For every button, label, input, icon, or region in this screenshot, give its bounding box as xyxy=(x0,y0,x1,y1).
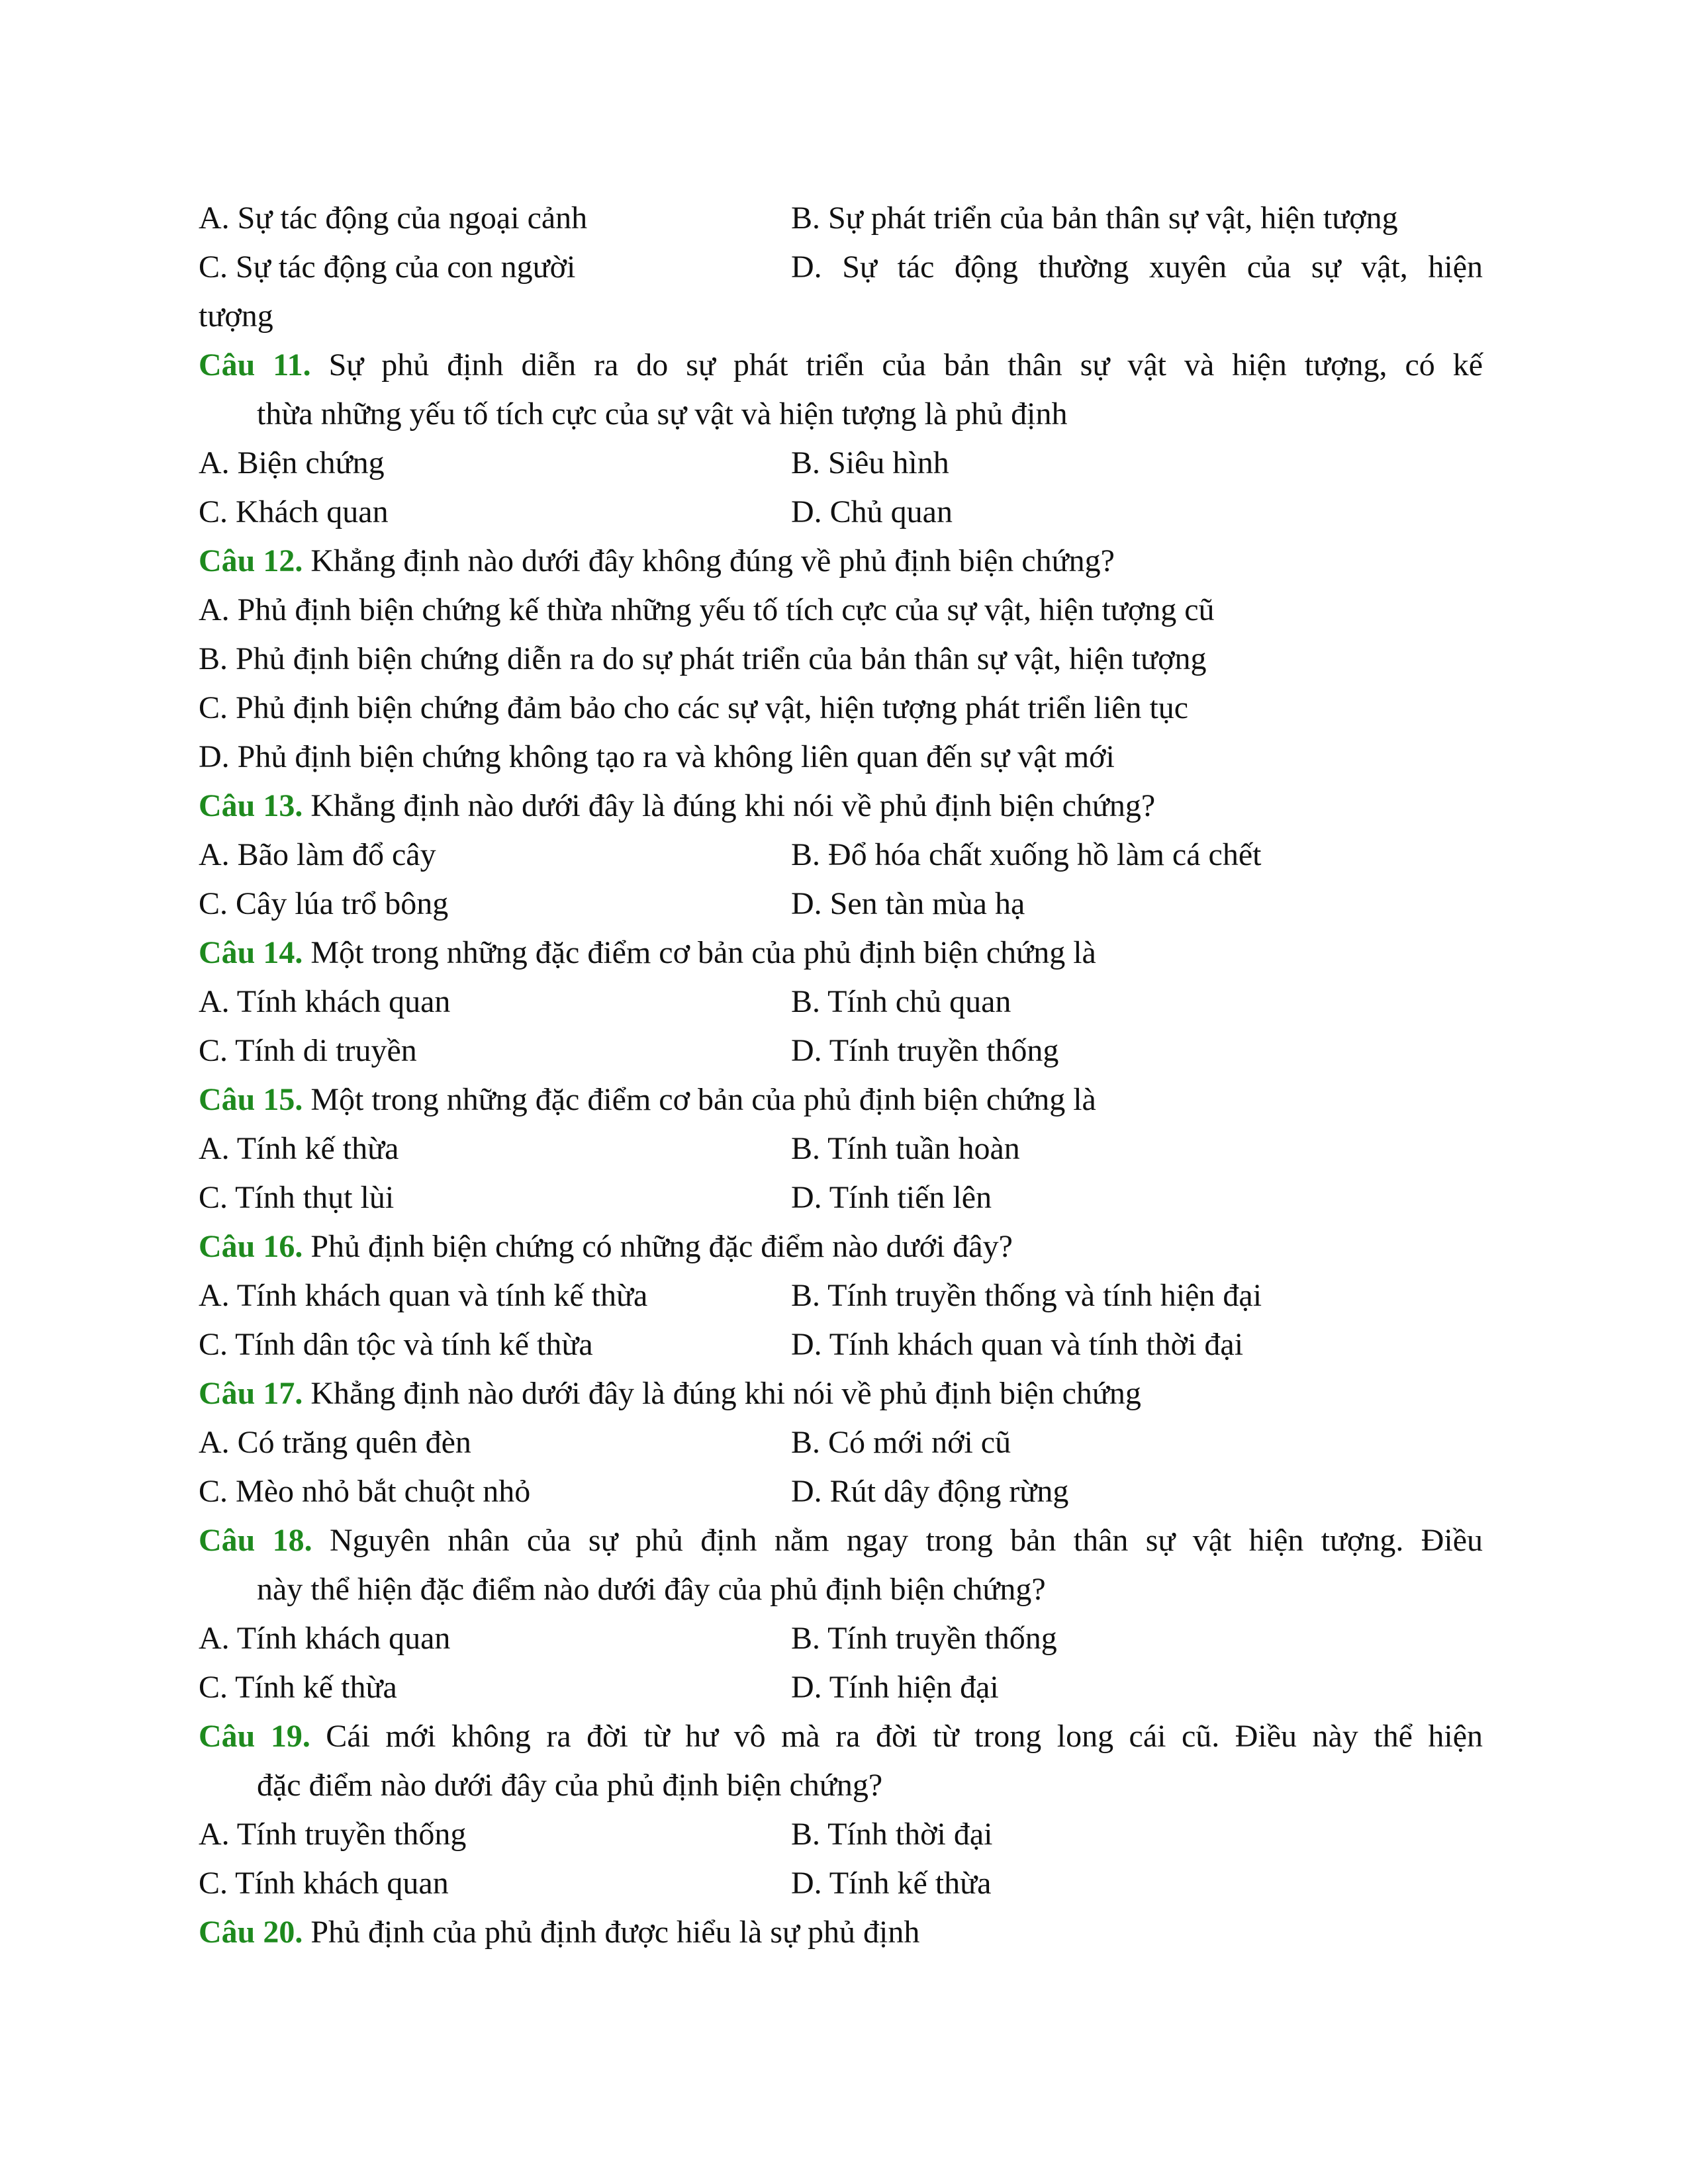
option-row xyxy=(199,1810,1483,1859)
q14-option-a: A. Tính khách quan xyxy=(199,984,451,1019)
option-row-continuation xyxy=(199,292,1483,341)
question-number: Câu 14. xyxy=(199,935,303,970)
option-row xyxy=(199,1320,1483,1369)
question-14 xyxy=(199,929,1483,978)
q12-option-c: C. Phủ định biện chứng đảm bảo cho các sự vật, hiện tượng phát triển liên tục xyxy=(199,690,1189,725)
question-11 xyxy=(199,341,1483,390)
q17-option-d: D. Rút dây động rừng xyxy=(791,1474,1069,1509)
q15-option-a: A. Tính kế thừa xyxy=(199,1131,399,1166)
option-row xyxy=(199,439,1483,488)
q19-option-a: A. Tính truyền thống xyxy=(199,1817,467,1852)
q19-option-d: D. Tính kế thừa xyxy=(791,1866,992,1901)
q11-option-b: B. Siêu hình xyxy=(791,445,949,480)
option-row xyxy=(199,1614,1483,1663)
q18-option-d: D. Tính hiện đại xyxy=(791,1670,999,1705)
question-16 xyxy=(199,1222,1483,1271)
option-row xyxy=(199,194,1483,243)
option-row xyxy=(199,1663,1483,1712)
question-text: này thể hiện đặc điểm nào dưới đây của phủ định biện chứng? xyxy=(257,1572,1046,1607)
q19-option-b: B. Tính thời đại xyxy=(791,1817,993,1852)
question-19-continuation xyxy=(257,1761,1483,1810)
q17-option-b: B. Có mới nới cũ xyxy=(791,1425,1011,1460)
q14-option-c: C. Tính di truyền xyxy=(199,1033,417,1068)
q17-option-a: A. Có trăng quên đèn xyxy=(199,1425,471,1460)
option-row xyxy=(199,1271,1483,1320)
question-12 xyxy=(199,537,1483,586)
question-text: Khẳng định nào dưới đây là đúng khi nói về phủ định biện chứng? xyxy=(310,788,1156,823)
question-number: Câu 13. xyxy=(199,788,303,823)
q14-option-d: D. Tính truyền thống xyxy=(791,1033,1059,1068)
question-19 xyxy=(199,1712,1483,1761)
question-number: Câu 19. xyxy=(199,1719,310,1754)
q10-option-a: A. Sự tác động của ngoại cảnh xyxy=(199,201,588,236)
question-number: Câu 11. xyxy=(199,347,311,383)
option-row xyxy=(199,880,1483,929)
option-row xyxy=(199,243,1483,292)
q18-option-b: B. Tính truyền thống xyxy=(791,1621,1057,1656)
q15-option-d: D. Tính tiến lên xyxy=(791,1180,992,1215)
question-text: đặc điểm nào dưới đây của phủ định biện chứng? xyxy=(257,1768,883,1803)
q12-option-d: D. Phủ định biện chứng không tạo ra và không liên quan đến sự vật mới xyxy=(199,739,1115,774)
question-text: Phủ định của phủ định được hiểu là sự phủ định xyxy=(310,1915,920,1950)
question-text: Nguyên nhân của sự phủ định nằm ngay trong bản thân sự vật hiện tượng. Điều xyxy=(330,1523,1483,1558)
question-18-continuation xyxy=(257,1565,1483,1614)
q14-option-b: B. Tính chủ quan xyxy=(791,984,1011,1019)
option-row xyxy=(199,1467,1483,1516)
option-row xyxy=(199,831,1483,880)
q13-option-b: B. Đổ hóa chất xuống hồ làm cá chết xyxy=(791,837,1262,872)
q15-option-c: C. Tính thụt lùi xyxy=(199,1180,395,1215)
option-row xyxy=(199,1859,1483,1908)
question-17 xyxy=(199,1369,1483,1418)
option-row xyxy=(199,1026,1483,1075)
question-18 xyxy=(199,1516,1483,1565)
question-number: Câu 15. xyxy=(199,1082,303,1117)
q16-option-a: A. Tính khách quan và tính kế thừa xyxy=(199,1278,648,1313)
question-number: Câu 12. xyxy=(199,543,303,578)
option-row xyxy=(199,1124,1483,1173)
question-13 xyxy=(199,782,1483,831)
q15-option-b: B. Tính tuần hoàn xyxy=(791,1131,1020,1166)
q16-option-c: C. Tính dân tộc và tính kế thừa xyxy=(199,1327,593,1362)
question-11-continuation xyxy=(257,390,1483,439)
option-row xyxy=(199,488,1483,537)
question-number: Câu 17. xyxy=(199,1376,303,1411)
q10-option-d-continuation: tượng xyxy=(199,298,273,334)
q12-option-a: A. Phủ định biện chứng kế thừa những yếu tố tích cực của sự vật, hiện tượng cũ xyxy=(199,592,1215,627)
q13-option-c: C. Cây lúa trổ bông xyxy=(199,886,449,921)
question-text: Khẳng định nào dưới đây là đúng khi nói về phủ định biện chứng xyxy=(310,1376,1141,1411)
q10-option-d: D. Sự tác động thường xuyên của sự vật, hiện xyxy=(791,250,1483,285)
q18-option-a: A. Tính khách quan xyxy=(199,1621,451,1656)
q11-option-a: A. Biện chứng xyxy=(199,445,385,480)
question-text: Một trong những đặc điểm cơ bản của phủ định biện chứng là xyxy=(310,935,1096,970)
question-text: Cái mới không ra đời từ hư vô mà ra đời từ trong long cái cũ. Điều này thể hiện xyxy=(326,1719,1483,1754)
question-number: Câu 18. xyxy=(199,1523,312,1558)
q17-option-c: C. Mèo nhỏ bắt chuột nhỏ xyxy=(199,1474,531,1509)
question-text: Sự phủ định diễn ra do sự phát triển của bản thân sự vật và hiện tượng, có kế xyxy=(328,347,1483,383)
question-number: Câu 16. xyxy=(199,1229,303,1264)
question-text: Khẳng định nào dưới đây không đúng về phủ định biện chứng? xyxy=(310,543,1115,578)
question-number: Câu 20. xyxy=(199,1915,303,1950)
q11-option-d: D. Chủ quan xyxy=(791,494,953,529)
question-15 xyxy=(199,1075,1483,1124)
q10-option-c: C. Sự tác động của con người xyxy=(199,250,576,285)
q13-option-d: D. Sen tàn mùa hạ xyxy=(791,886,1025,921)
q10-option-b: B. Sự phát triển của bản thân sự vật, hiện tượng xyxy=(791,201,1398,236)
question-20 xyxy=(199,1908,1483,1957)
q18-option-c: C. Tính kế thừa xyxy=(199,1670,397,1705)
q16-option-b: B. Tính truyền thống và tính hiện đại xyxy=(791,1278,1262,1313)
q12-option-b: B. Phủ định biện chứng diễn ra do sự phát triển của bản thân sự vật, hiện tượng xyxy=(199,641,1207,676)
q11-option-c: C. Khách quan xyxy=(199,494,389,529)
q13-option-a: A. Bão làm đổ cây xyxy=(199,837,436,872)
question-text: Một trong những đặc điểm cơ bản của phủ định biện chứng là xyxy=(310,1082,1096,1117)
q16-option-d: D. Tính khách quan và tính thời đại xyxy=(791,1327,1244,1362)
q19-option-c: C. Tính khách quan xyxy=(199,1866,449,1901)
option-row xyxy=(199,1173,1483,1222)
question-text: thừa những yếu tố tích cực của sự vật và hiện tượng là phủ định xyxy=(257,396,1068,432)
question-text: Phủ định biện chứng có những đặc điểm nào dưới đây? xyxy=(310,1229,1013,1264)
option-row xyxy=(199,978,1483,1026)
option-row xyxy=(199,1418,1483,1467)
